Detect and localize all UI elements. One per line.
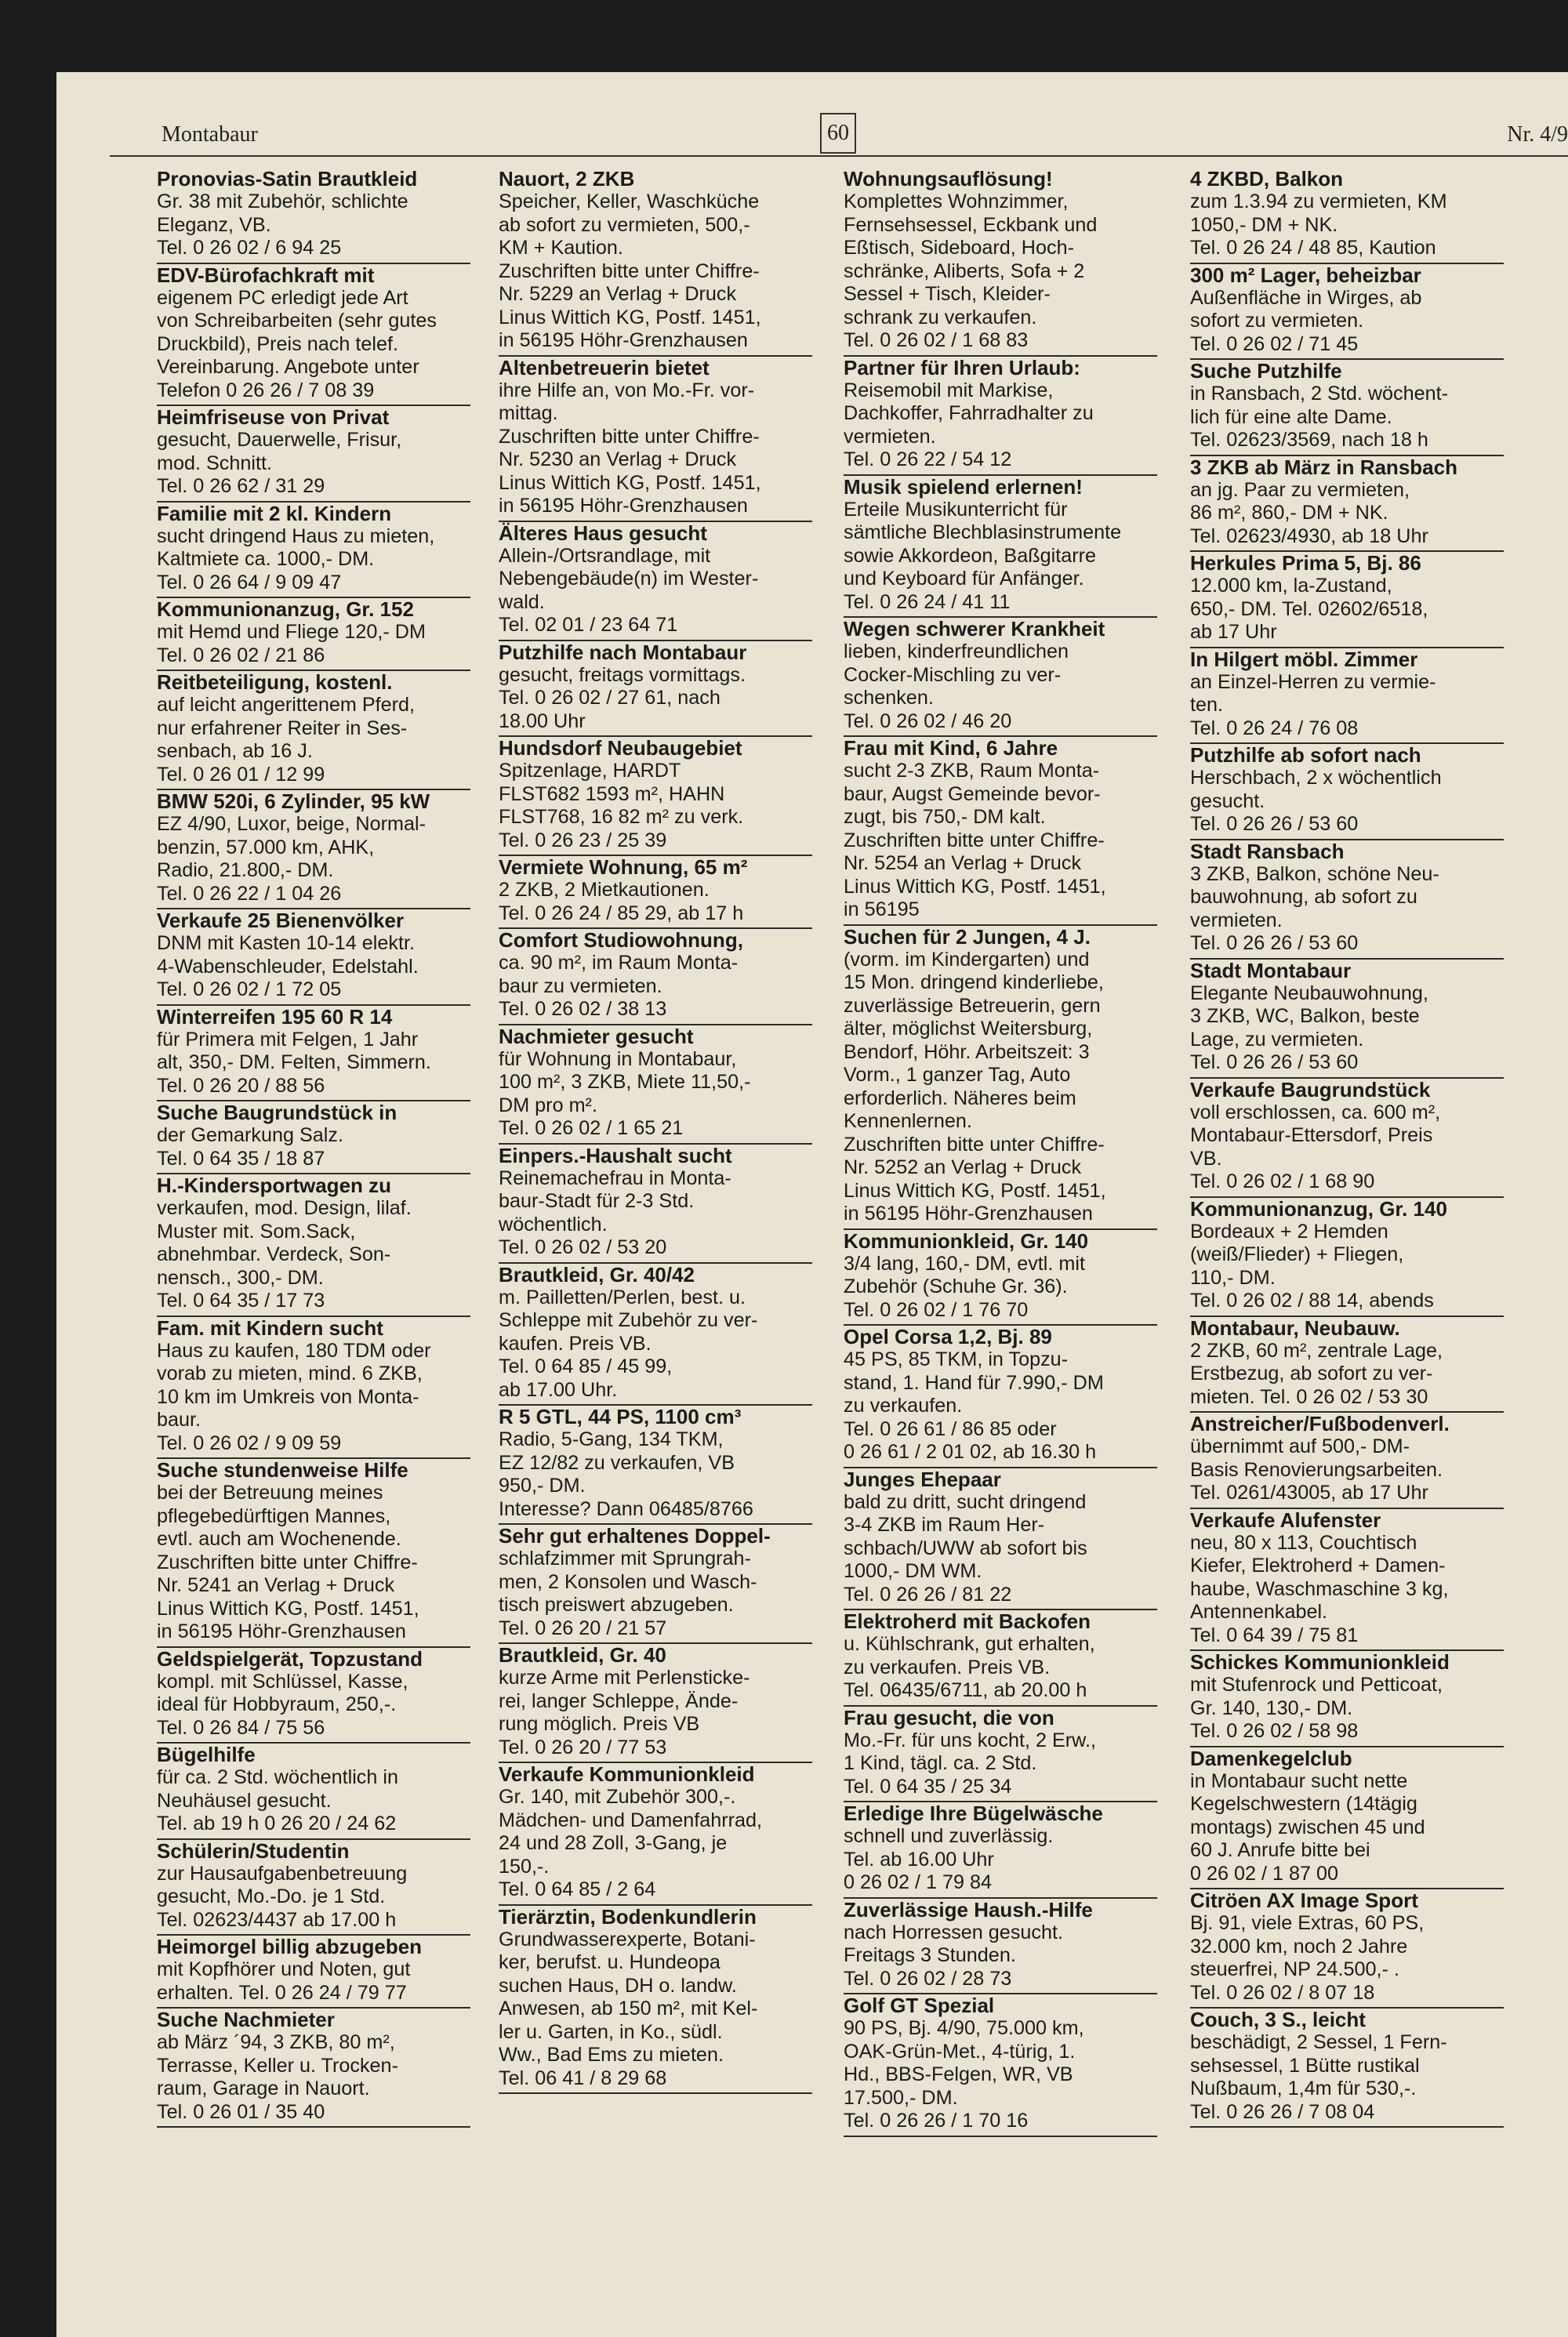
ad-headline: Schickes Kommunionkleid <box>1190 1651 1450 1674</box>
classifieds-column-3 <box>844 168 1157 2137</box>
ad-body: Herschbach, 2 x wöchentlich gesucht. Tel. 0 26 26 / 53 60 <box>1190 767 1442 835</box>
ad-headline: BMW 520i, 6 Zylinder, 95 kW <box>157 790 430 813</box>
ad-headline: Frau gesucht, die von <box>844 1706 1054 1729</box>
classifieds-column-4 <box>1190 168 1504 2128</box>
classified-ad <box>844 1707 1157 1803</box>
ad-body: DNM mit Kasten 10-14 elektr. 4-Wabenschleuder, Edelstahl. Tel. 0 26 02 / 1 72 05 <box>157 932 419 1000</box>
ad-body: zum 1.3.94 zu vermieten, KM 1050,- DM + NK. Tel. 0 26 24 / 48 85, Kaution <box>1190 191 1447 259</box>
ad-body: auf leicht angerittenem Pferd, nur erfahrener Reiter in Ses- senbach, ab 16 J. Tel. 0 26 01 / 12 99 <box>157 694 416 786</box>
classified-ad <box>844 1230 1157 1326</box>
ad-body: lieben, kinderfreundlichen Cocker-Mischling zu ver- schenken. Tel. 0 26 02 / 46 20 <box>844 640 1069 732</box>
ad-body: 2 ZKB, 2 Mietkautionen. Tel. 0 26 24 / 85 29, ab 17 h <box>499 879 744 924</box>
ad-body: eigenem PC erledigt jede Art von Schreibarbeiten (sehr gutes Druckbild), Preis nach telef. Vereinbarung. Angebote unter Telefon 0 26 26 / 7 08 39 <box>157 286 437 401</box>
ad-body: Radio, 5-Gang, 134 TKM, EZ 12/82 zu verkaufen, VB 950,- DM. Interesse? Dann 06485/8766 <box>499 1428 753 1520</box>
ad-headline: Elektroherd mit Backofen <box>844 1610 1091 1633</box>
ad-body: gesucht, Dauerwelle, Frisur, mod. Schnitt. Tel. 0 26 62 / 31 29 <box>157 429 402 497</box>
classified-ad <box>157 671 470 790</box>
ad-body: Bordeaux + 2 Hemden (weiß/Flieder) + Fliegen, 110,- DM. Tel. 0 26 02 / 88 14, abends <box>1190 1220 1434 1312</box>
classified-ad <box>157 503 470 599</box>
ad-headline: Geldspielgerät, Topzustand <box>157 1647 423 1671</box>
classified-ad <box>1190 552 1504 648</box>
ad-body: 2 ZKB, 60 m², zentrale Lage, Erstbezug, ab sofort zu ver- mieten. Tel. 0 26 02 / 53 30 <box>1190 1339 1443 1408</box>
classified-ad <box>844 1994 1157 2137</box>
classified-ad <box>844 1326 1157 1468</box>
classified-ad <box>157 909 470 1006</box>
ad-headline: Altenbetreuerin bietet <box>499 356 710 379</box>
classified-ad <box>844 618 1157 737</box>
ad-body: mit Kopfhörer und Noten, gut erhalten. Tel. 0 26 24 / 79 77 <box>157 1958 411 2004</box>
ad-body: u. Kühlschrank, gut erhalten, zu verkaufen. Preis VB. Tel. 06435/6711, ab 20.00 h <box>844 1633 1095 1701</box>
classified-ad <box>1190 2009 1504 2128</box>
classified-ad <box>499 929 812 1025</box>
ad-body: m. Pailletten/Perlen, best. u. Schleppe mit Zubehör zu ver- kaufen. Preis VB. Tel. 0 64 85 / 45 99, ab 17.00 Uhr. <box>499 1286 758 1401</box>
ad-body: Mo.-Fr. für uns kocht, 2 Erw., 1 Kind, tägl. ca. 2 Std. Tel. 0 64 35 / 25 34 <box>844 1729 1096 1798</box>
classified-ad <box>157 264 470 407</box>
classifieds-column-2 <box>499 168 812 2094</box>
classified-ad <box>499 168 812 357</box>
ad-headline: Suche Nachmieter <box>157 2009 335 2031</box>
ad-headline: Kommunionanzug, Gr. 152 <box>157 598 414 621</box>
ad-body: 3/4 lang, 160,- DM, evtl. mit Zubehör (Schuhe Gr. 36). Tel. 0 26 02 / 1 76 70 <box>844 1252 1085 1321</box>
ad-headline: Familie mit 2 kl. Kindern <box>157 502 392 525</box>
classified-ad <box>1190 1198 1504 1317</box>
ad-body: bei der Betreuung meines pflegebedürftigen Mannes, evtl. auch am Wochenende. Zuschriften bitte unter Chiffre- Nr. 5241 an Verlag + Druck Linus Wittich KG, Postf. 1451, in 56195 Höhr-Grenzhausen <box>157 1482 419 1642</box>
ad-headline: Zuverlässige Haush.-Hilfe <box>844 1898 1093 1921</box>
classified-ad <box>499 737 812 856</box>
ad-headline: Reitbeteiligung, kostenl. <box>157 671 393 694</box>
ad-body: ca. 90 m², im Raum Monta- baur zu vermieten. Tel. 0 26 02 / 38 13 <box>499 952 739 1020</box>
classified-ad <box>157 1648 470 1744</box>
ad-body: sucht dringend Haus zu mieten, Kaltmiete ca. 1000,- DM. Tel. 0 26 64 / 9 09 47 <box>157 524 435 593</box>
ad-headline: Suchen für 2 Jungen, 4 J. <box>844 925 1091 949</box>
ad-headline: Stadt Ransbach <box>1190 840 1345 863</box>
ad-body: Gr. 140, mit Zubehör 300,-. Mädchen- und Damenfahrrad, 24 und 28 Zoll, 3-Gang, je 150,-. Tel. 0 64 85 / 2 64 <box>499 1786 763 1900</box>
classified-ad <box>157 1174 470 1317</box>
ad-headline: Suche Baugrundstück in <box>157 1101 397 1124</box>
classified-ad <box>844 1468 1157 1611</box>
ad-body: Elegante Neubauwohnung, 3 ZKB, WC, Balkon, beste Lage, zu vermieten. Tel. 0 26 26 / 53 60 <box>1190 982 1428 1073</box>
ad-body: Reisemobil mit Markise, Dachkoffer, Fahrradhalter zu vermieten. Tel. 0 26 22 / 54 12 <box>844 379 1094 470</box>
classified-ad <box>499 522 812 641</box>
classified-ad <box>1190 744 1504 840</box>
ad-headline: Nauort, 2 ZKB <box>499 168 635 191</box>
ad-body: Gr. 38 mit Zubehör, schlichte Eleganz, VB. Tel. 0 26 02 / 6 94 25 <box>157 191 408 259</box>
ad-body: voll erschlossen, ca. 600 m², Montabaur-Ettersdorf, Preis VB. Tel. 0 26 02 / 1 68 90 <box>1190 1101 1441 1192</box>
ad-body: Allein-/Ortsrandlage, mit Nebengebäude(n) im Wester- wald. Tel. 02 01 / 23 64 71 <box>499 544 759 636</box>
ad-body: bald zu dritt, sucht dringend 3-4 ZKB im Raum Her- schbach/UWW ab sofort bis 1000,- DM WM. Tel. 0 26 26 / 81 22 <box>844 1490 1087 1606</box>
ad-body: kurze Arme mit Perlensticke- rei, langer Schleppe, Ände- rung möglich. Preis VB Tel. 0 26 20 / 77 53 <box>499 1667 750 1758</box>
classified-ad <box>844 926 1157 1230</box>
classified-ad <box>844 1610 1157 1707</box>
ad-headline: Schülerin/Studentin <box>157 1839 350 1863</box>
ad-headline: Sehr gut erhaltenes Doppel- <box>499 1525 771 1548</box>
ad-headline: Suche Putzhilfe <box>1190 360 1342 383</box>
classified-ad <box>157 2009 470 2128</box>
ad-body: Speicher, Keller, Waschküche ab sofort zu vermieten, 500,- KM + Kaution. Zuschriften bitte unter Chiffre- Nr. 5229 an Verlag + Druck Linus Wittich KG, Postf. 1451, in 56195 Höhr-Grenzhausen <box>499 191 761 351</box>
classified-ad <box>157 1936 470 2009</box>
ad-body: verkaufen, mod. Design, lilaf. Muster mit. Som.Sack, abnehmbar. Verdeck, Son- nensch., 300,- DM. Tel. 0 64 35 / 17 73 <box>157 1197 412 1312</box>
ad-body: beschädigt, 2 Sessel, 1 Fern- sehsessel, 1 Bütte rustikal Nußbaum, 1,4m für 530,-. Tel. 0 26 26 / 7 08 04 <box>1190 2031 1447 2123</box>
ad-body: Bj. 91, viele Extras, 60 PS, 32.000 km, noch 2 Jahre steuerfrei, NP 24.500,- . Tel. 0 26 02 / 8 07 18 <box>1190 1912 1425 2004</box>
ad-headline: H.-Kindersportwagen zu <box>157 1174 392 1197</box>
ad-headline: Nachmieter gesucht <box>499 1025 694 1048</box>
ad-body: neu, 80 x 113, Couchtisch Kiefer, Elektroherd + Damen- haube, Waschmaschine 3 kg, Antennenkabel. Tel. 0 64 39 / 75 81 <box>1190 1531 1449 1646</box>
ad-headline: Pronovias-Satin Brautkleid <box>157 168 418 191</box>
ad-body: sucht 2-3 ZKB, Raum Monta- baur, Augst Gemeinde bevor- zugt, bis 750,- DM kalt. Zuschriften bitte unter Chiffre- Nr. 5254 an Verlag + Druck Linus Wittich KG, Postf. 1451, in 56195 <box>844 760 1106 920</box>
classified-ad <box>157 1101 470 1174</box>
classified-ad <box>499 1644 812 1763</box>
classified-ad <box>1190 168 1504 264</box>
classified-ad <box>499 1264 812 1406</box>
classified-ad <box>157 1317 470 1460</box>
ad-headline: Comfort Studiowohnung, <box>499 929 743 952</box>
ad-headline: Vermiete Wohnung, 65 m² <box>499 856 748 879</box>
classified-ad <box>1190 1747 1504 1890</box>
ad-body: Haus zu kaufen, 180 TDM oder vorab zu mieten, mind. 6 ZKB, 10 km im Umkreis von Monta- baur. Tel. 0 26 02 / 9 09 59 <box>157 1339 431 1454</box>
classified-ad <box>844 168 1157 357</box>
header-issue-number: Nr. 4/9 <box>1507 122 1568 147</box>
ad-body: Erteile Musikunterricht für sämtliche Blechblasinstrumente sowie Akkordeon, Baßgitarre und Keyboard für Anfänger. Tel. 0 26 24 / 41 11 <box>844 498 1122 613</box>
ad-headline: Suche stundenweise Hilfe <box>157 1459 408 1482</box>
classified-ad <box>157 1459 470 1648</box>
ad-headline: Kommunionanzug, Gr. 140 <box>1190 1197 1447 1221</box>
classified-ad <box>499 1763 812 1906</box>
ad-body: ihre Hilfe an, von Mo.-Fr. vor- mittag. Zuschriften bitte unter Chiffre- Nr. 5230 an Verlag + Druck Linus Wittich KG, Postf. 1451, in 56195 Höhr-Grenzhausen <box>499 379 761 517</box>
classified-ad <box>157 168 470 264</box>
classified-ad <box>1190 1413 1504 1509</box>
ad-headline: Partner für Ihren Urlaub: <box>844 356 1080 379</box>
ad-headline: Brautkleid, Gr. 40 <box>499 1644 666 1667</box>
classified-ad <box>1190 264 1504 361</box>
ad-body: 12.000 km, la-Zustand, 650,- DM. Tel. 02602/6518, ab 17 Uhr <box>1190 575 1428 643</box>
classified-ad <box>1190 1651 1504 1747</box>
ad-body: 3 ZKB, Balkon, schöne Neu- bauwohnung, ab sofort zu vermieten. Tel. 0 26 26 / 53 60 <box>1190 862 1439 954</box>
ad-body: schlafzimmer mit Sprungrah- men, 2 Konsolen und Wasch- tisch preiswert abzugeben. Tel. 0 26 20 / 21 57 <box>499 1548 757 1639</box>
ad-body: zur Hausaufgabenbetreuung gesucht, Mo.-Do. je 1 Std. Tel. 02623/4437 ab 17.00 h <box>157 1862 408 1931</box>
ad-body: EZ 4/90, Luxor, beige, Normal- benzin, 57.000 km, AHK, Radio, 21.800,- DM. Tel. 0 26 22 / 1 04 26 <box>157 813 426 905</box>
classified-ad <box>1190 456 1504 553</box>
ad-headline: In Hilgert möbl. Zimmer <box>1190 648 1418 671</box>
ad-body: mit Hemd und Fliege 120,- DM Tel. 0 26 02 / 21 86 <box>157 621 426 666</box>
ad-headline: Golf GT Spezial <box>844 1994 995 2017</box>
ad-headline: Brautkleid, Gr. 40/42 <box>499 1263 695 1286</box>
ad-body: 45 PS, 85 TKM, in Topzu- stand, 1. Hand für 7.990,- DM zu verkaufen. Tel. 0 26 61 / 86 85 oder 0 26 61 / 2 01 02, ab 16.30 h <box>844 1348 1104 1463</box>
ad-headline: Bügelhilfe <box>157 1744 256 1766</box>
ad-body: Außenfläche in Wirges, ab sofort zu vermieten. Tel. 0 26 02 / 71 45 <box>1190 286 1422 355</box>
classified-ad <box>157 1840 470 1936</box>
page-number: 60 <box>820 113 856 154</box>
ad-body: an jg. Paar zu vermieten, 86 m², 860,- DM + NK. Tel. 02623/4930, ab 18 Uhr <box>1190 478 1428 547</box>
classifieds-column-1 <box>157 168 470 2128</box>
ad-headline: Verkaufe Kommunionkleid <box>499 1763 755 1786</box>
ad-body: kompl. mit Schlüssel, Kasse, ideal für Hobbyraum, 250,-. Tel. 0 26 84 / 75 56 <box>157 1670 408 1739</box>
ad-body: der Gemarkung Salz. Tel. 0 64 35 / 18 87 <box>157 1124 343 1170</box>
classified-ad <box>157 598 470 671</box>
classified-ad <box>499 1025 812 1145</box>
ad-body: (vorm. im Kindergarten) und 15 Mon. dringend kinderliebe, zuverlässige Betreuerin, gern älter, möglichst Weitersburg, Bendorf, Höhr. Arbeitszeit: 3 Vorm., 1 ganzer Tag, Auto erforderlich. Näheres beim Kennenlernen. Zuschriften bitte unter Chiffre- Nr. 5252 an Verlag + Druck Linus Wittich KG, Postf. 1451, in 56195 Höhr-Grenzhausen <box>844 948 1106 1225</box>
ad-headline: Junges Ehepaar <box>844 1468 1001 1491</box>
ad-body: für Wohnung in Montabaur, 100 m², 3 ZKB, Miete 11,50,- DM pro m². Tel. 0 26 02 / 1 65 21 <box>499 1047 751 1139</box>
ad-headline: Putzhilfe nach Montabaur <box>499 640 747 664</box>
ad-headline: Verkaufe 25 Bienenvölker <box>157 909 405 932</box>
classified-ad <box>1190 1079 1504 1198</box>
classified-ad <box>157 406 470 503</box>
classified-ad <box>844 1899 1157 1995</box>
ad-body: 90 PS, Bj. 4/90, 75.000 km, OAK-Grün-Met., 4-türig, 1. Hd., BBS-Felgen, WR, VB 17.500,- DM. Tel. 0 26 26 / 1 70 16 <box>844 2017 1084 2132</box>
ad-headline: Opel Corsa 1,2, Bj. 89 <box>844 1326 1052 1348</box>
ad-body: Grundwasserexperte, Botani- ker, berufst. u. Hundeopa suchen Haus, DH o. landw. Anwesen, ab 150 m², mit Kel- ler u. Garten, in Ko., südl. Ww., Bad Ems zu mieten. Tel. 06 41 / 8 29 68 <box>499 1928 758 2089</box>
classified-ad <box>157 1744 470 1840</box>
ad-headline: Kommunionkleid, Gr. 140 <box>844 1229 1089 1253</box>
classified-ad <box>157 1006 470 1102</box>
ad-body: ab März ´94, 3 ZKB, 80 m², Terrasse, Keller u. Trocken- raum, Garage in Nauort. Tel. 0 26 01 / 35 40 <box>157 2031 398 2123</box>
ad-body: für Primera mit Felgen, 1 Jahr alt, 350,- DM. Felten, Simmern. Tel. 0 26 20 / 88 56 <box>157 1028 431 1097</box>
ad-headline: 300 m² Lager, beheizbar <box>1190 263 1421 287</box>
classified-ad <box>1190 840 1504 960</box>
ad-headline: Verkaufe Alufenster <box>1190 1508 1381 1532</box>
ad-body: nach Horressen gesucht. Freitags 3 Stunden. Tel. 0 26 02 / 28 73 <box>844 1921 1064 1990</box>
classified-ad <box>499 1906 812 2095</box>
classified-ad <box>499 1525 812 1644</box>
ad-headline: Tierärztin, Bodenkundlerin <box>499 1905 757 1929</box>
ad-headline: Herkules Prima 5, Bj. 86 <box>1190 552 1421 575</box>
classified-ad <box>844 1802 1157 1899</box>
classified-ad <box>157 790 470 909</box>
ad-headline: Anstreicher/Fußbodenverl. <box>1190 1413 1450 1435</box>
classified-ad <box>499 357 812 522</box>
ad-headline: Frau mit Kind, 6 Jahre <box>844 737 1058 760</box>
ad-body: schnell und zuverlässig. Tel. ab 16.00 Uhr 0 26 02 / 1 79 84 <box>844 1825 1054 1893</box>
ad-body: an Einzel-Herren zu vermie- ten. Tel. 0 26 24 / 76 08 <box>1190 670 1436 739</box>
ad-body: Reinemachefrau in Monta- baur-Stadt für 2-3 Std. wöchentlich. Tel. 0 26 02 / 53 20 <box>499 1167 731 1258</box>
classified-ad <box>1190 1509 1504 1652</box>
ad-headline: Musik spielend erlernen! <box>844 475 1083 499</box>
classified-ad <box>499 641 812 738</box>
classified-ad <box>1190 360 1504 456</box>
ad-body: in Montabaur sucht nette Kegelschwestern (14tägig montags) zwischen 45 und 60 J. Anrufe bitte bei 0 26 02 / 1 87 00 <box>1190 1769 1425 1885</box>
classified-ad <box>844 737 1157 926</box>
classified-ad <box>844 476 1157 619</box>
ad-headline: Wegen schwerer Krankheit <box>844 618 1105 640</box>
classified-ad <box>499 1145 812 1264</box>
ad-headline: Verkaufe Baugrundstück <box>1190 1078 1431 1101</box>
classified-ad <box>499 1406 812 1525</box>
ad-body: Komplettes Wohnzimmer, Fernsehsessel, Eckbank und Eßtisch, Sideboard, Hoch- schränke, Aliberts, Sofa + 2 Sessel + Tisch, Kleider- schrank zu verkaufen. Tel. 0 26 02 / 1 68 83 <box>844 191 1098 351</box>
page-header <box>110 116 1568 157</box>
ad-headline: Couch, 3 S., leicht <box>1190 2009 1366 2031</box>
classified-ad <box>1190 648 1504 745</box>
classified-ad <box>1190 960 1504 1079</box>
ad-headline: Fam. mit Kindern sucht <box>157 1316 383 1340</box>
ad-headline: R 5 GTL, 44 PS, 1100 cm³ <box>499 1406 742 1428</box>
ad-headline: Winterreifen 195 60 R 14 <box>157 1005 393 1029</box>
ad-body: übernimmt auf 500,- DM- Basis Renovierungsarbeiten. Tel. 0261/43005, ab 17 Uhr <box>1190 1435 1443 1504</box>
ad-body: gesucht, freitags vormittags. Tel. 0 26 02 / 27 61, nach 18.00 Uhr <box>499 663 746 732</box>
ad-headline: 4 ZKBD, Balkon <box>1190 168 1344 191</box>
ad-headline: Montabaur, Neubauw. <box>1190 1316 1400 1340</box>
ad-headline: Citröen AX Image Sport <box>1190 1889 1418 1912</box>
ad-body: mit Stufenrock und Petticoat, Gr. 140, 130,- DM. Tel. 0 26 02 / 58 98 <box>1190 1674 1443 1742</box>
ad-headline: 3 ZKB ab März in Ransbach <box>1190 455 1457 479</box>
ad-body: für ca. 2 Std. wöchentlich in Neuhäusel gesucht. Tel. ab 19 h 0 26 20 / 24 62 <box>157 1766 399 1834</box>
classified-ad <box>499 856 812 929</box>
ad-headline: EDV-Bürofachkraft mit <box>157 263 375 287</box>
ad-headline: Heimfriseuse von Privat <box>157 406 390 429</box>
ad-headline: Stadt Montabaur <box>1190 959 1352 982</box>
classified-ad <box>1190 1317 1504 1413</box>
ad-headline: Einpers.-Haushalt sucht <box>499 1144 732 1167</box>
ad-headline: Damenkegelclub <box>1190 1747 1352 1770</box>
classified-ad <box>1190 1889 1504 2009</box>
ad-headline: Älteres Haus gesucht <box>499 521 707 545</box>
classified-ad <box>844 357 1157 476</box>
ad-body: Spitzenlage, HARDT FLST682 1593 m², HAHN FLST768, 16 82 m² zu verk. Tel. 0 26 23 / 25 39 <box>499 760 744 851</box>
ad-headline: Hundsdorf Neubaugebiet <box>499 737 742 760</box>
ad-headline: Wohnungsauflösung! <box>844 168 1053 191</box>
ad-headline: Erledige Ihre Bügelwäsche <box>844 1802 1103 1825</box>
header-section-name: Montabaur <box>162 122 258 147</box>
ad-headline: Putzhilfe ab sofort nach <box>1190 744 1421 767</box>
ad-headline: Heimorgel billig abzugeben <box>157 1936 423 1958</box>
ad-body: in Ransbach, 2 Std. wöchent- lich für eine alte Dame. Tel. 02623/3569, nach 18 h <box>1190 383 1449 451</box>
